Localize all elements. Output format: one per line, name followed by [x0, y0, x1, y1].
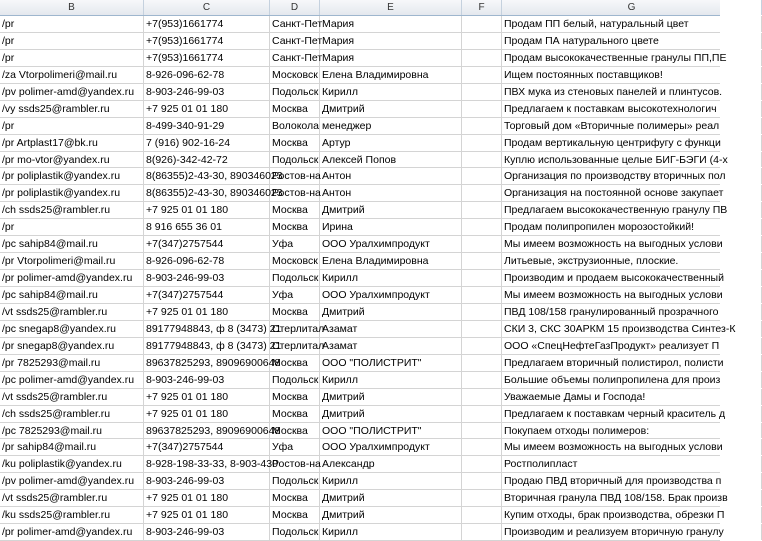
- cell-d[interactable]: Москва: [270, 101, 320, 117]
- cell-f[interactable]: [462, 389, 502, 405]
- cell-b[interactable]: /vt ssds25@rambler.ru: [0, 389, 144, 405]
- cell-f[interactable]: [462, 338, 502, 354]
- cell-f[interactable]: [462, 287, 502, 303]
- cell-b[interactable]: /pr Artplast17@bk.ru: [0, 135, 144, 151]
- cell-d[interactable]: Ростов-на: [272, 187, 321, 200]
- cell-e[interactable]: Кирилл: [320, 372, 462, 388]
- cell-g[interactable]: Продам ПП белый, натуральный цвет: [502, 16, 762, 32]
- cell-d[interactable]: Подольск: [272, 153, 319, 166]
- cell-b[interactable]: /pr: [0, 16, 144, 32]
- cell-f[interactable]: [462, 321, 502, 337]
- cell-b[interactable]: /pr polimer-amd@yandex.ru: [0, 524, 144, 540]
- cell-e[interactable]: Алексей Попов: [320, 152, 462, 168]
- cell-c[interactable]: +7 925 01 01 180: [144, 490, 270, 506]
- cell-b[interactable]: /vt ssds25@rambler.ru: [0, 304, 144, 320]
- cell-d[interactable]: Московск: [270, 253, 320, 269]
- cell-g[interactable]: Продаю ПВД вторичный для производства п: [502, 473, 762, 489]
- table-row: [0, 253, 720, 270]
- cell-e[interactable]: Артур: [320, 135, 462, 151]
- cell-e[interactable]: Александр: [320, 456, 462, 472]
- cell-c[interactable]: 8(86355)2-43-30, 890346023: [146, 187, 283, 200]
- cell-e[interactable]: Мария: [320, 50, 462, 66]
- cell-f[interactable]: [462, 202, 502, 218]
- cell-g[interactable]: ООО «СпецНефтеГазПродукт» реализует П: [502, 338, 762, 354]
- cell-e[interactable]: Антон: [320, 185, 462, 201]
- cell-b[interactable]: /pr snegap8@yandex.ru: [0, 338, 144, 354]
- cell-e[interactable]: Дмитрий: [320, 406, 462, 422]
- cell-d[interactable]: Москва: [270, 389, 320, 405]
- cell-d[interactable]: Волокола: [272, 119, 319, 132]
- cell-c[interactable]: 8-499-340-91-29: [144, 118, 270, 134]
- cell-g[interactable]: Купим отходы, брак производства, обрезки П: [502, 507, 762, 523]
- column-header-d[interactable]: D: [270, 0, 320, 15]
- cell-f[interactable]: [462, 253, 502, 269]
- cell-g[interactable]: Предлагаем высококачественную гранулу ПВ: [502, 202, 762, 218]
- cell-f[interactable]: [462, 406, 502, 422]
- cell-e[interactable]: Кирилл: [320, 84, 462, 100]
- cell-g[interactable]: Мы имеем возможность на выгодных услови: [502, 236, 762, 252]
- cell-f[interactable]: [462, 135, 502, 151]
- cell-d[interactable]: Москва: [270, 490, 320, 506]
- cell-g[interactable]: Ростполипласт: [502, 456, 762, 472]
- cell-g[interactable]: Организация по производству вторичных пол: [502, 168, 762, 184]
- cell-e[interactable]: Кирилл: [320, 524, 462, 540]
- table-row: [0, 507, 725, 524]
- cell-c[interactable]: 8-903-246-99-03: [144, 473, 270, 489]
- cell-e[interactable]: Дмитрий: [320, 101, 462, 117]
- table-row: [0, 67, 720, 84]
- cell-d[interactable]: Стерлитал: [272, 339, 325, 352]
- column-header-b[interactable]: B: [0, 0, 144, 15]
- cell-f[interactable]: [462, 118, 502, 134]
- table-row: [0, 84, 723, 101]
- cell-b[interactable]: /pc sahip84@mail.ru: [0, 236, 144, 252]
- cell-c[interactable]: 8-903-246-99-03: [144, 270, 270, 286]
- cell-d[interactable]: Санкт-Пет: [272, 51, 323, 64]
- cell-e[interactable]: Кирилл: [320, 270, 462, 286]
- cell-b[interactable]: /pv polimer-amd@yandex.ru: [0, 84, 144, 100]
- cell-g[interactable]: Литьевые, экструзионные, плоские.: [502, 253, 762, 269]
- table-row: [0, 185, 724, 202]
- cell-b[interactable]: /pc polimer-amd@yandex.ru: [0, 372, 144, 388]
- cell-e[interactable]: менеджер: [320, 118, 462, 134]
- cell-c[interactable]: +7 925 01 01 180: [144, 406, 270, 422]
- table-row: [0, 406, 726, 423]
- cell-g[interactable]: Вторичная гранула ПВД 108/158. Брак произв: [502, 490, 762, 506]
- cell-f[interactable]: [462, 168, 502, 184]
- cell-b[interactable]: /pr Vtorpolimeri@mail.ru: [0, 253, 144, 269]
- cell-d[interactable]: Московск: [270, 67, 320, 83]
- cell-f[interactable]: [462, 456, 502, 472]
- cell-f[interactable]: [462, 270, 502, 286]
- cell-g[interactable]: ПВХ мука из стеновых панелей и плинтусов.: [502, 84, 762, 100]
- table-row: [0, 355, 724, 372]
- cell-e[interactable]: ООО "ПОЛИСТРИТ": [320, 355, 462, 371]
- table-row: [0, 101, 720, 118]
- cell-d[interactable]: Ростов-на: [272, 458, 321, 471]
- cell-c[interactable]: 8-926-096-62-78: [144, 67, 270, 83]
- cell-g[interactable]: ПВД 108/158 гранулированный прозрачного: [502, 304, 762, 320]
- cell-b[interactable]: /pr: [0, 33, 144, 49]
- cell-g[interactable]: Продам вертикальную центрифугу с функци: [502, 135, 762, 151]
- cell-g[interactable]: Мы имеем возможность на выгодных услови: [502, 439, 762, 455]
- cell-b[interactable]: /pc sahip84@mail.ru: [0, 287, 144, 303]
- cell-g[interactable]: Предлагаем к поставкам высокотехнологич: [502, 101, 762, 117]
- table-row: [0, 202, 728, 219]
- cell-c[interactable]: 7 (916) 902-16-24: [144, 135, 270, 151]
- cell-d[interactable]: Подольск: [272, 526, 319, 539]
- table-row: [0, 16, 720, 33]
- cell-b[interactable]: /pc snegap8@yandex.ru: [0, 321, 144, 337]
- cell-c[interactable]: +7 925 01 01 180: [144, 389, 270, 405]
- cell-b[interactable]: /ch ssds25@rambler.ru: [0, 202, 144, 218]
- table-row: [0, 304, 720, 321]
- cell-c[interactable]: 8-928-198-33-33, 8-903-430: [146, 458, 278, 471]
- cell-b[interactable]: /vt ssds25@rambler.ru: [0, 490, 144, 506]
- table-row: [0, 152, 728, 169]
- cell-b[interactable]: /pr poliplastik@yandex.ru: [0, 185, 144, 201]
- cell-e[interactable]: Дмитрий: [320, 304, 462, 320]
- cell-b[interactable]: /ku ssds25@rambler.ru: [0, 507, 144, 523]
- cell-e[interactable]: Елена Владимировна: [320, 67, 462, 83]
- cell-e[interactable]: ООО "ПОЛИСТРИТ": [320, 423, 462, 439]
- cell-d[interactable]: Санкт-Пет: [272, 34, 323, 47]
- cell-c[interactable]: +7 925 01 01 180: [144, 304, 270, 320]
- table-row: [0, 219, 720, 236]
- cell-d[interactable]: Москва: [270, 202, 320, 218]
- cell-e[interactable]: Дмитрий: [320, 202, 462, 218]
- column-header-e[interactable]: E: [320, 0, 462, 15]
- cell-c[interactable]: +7(953)1661774: [144, 50, 270, 66]
- cell-f[interactable]: [462, 67, 502, 83]
- table-row: [0, 168, 726, 185]
- cell-e[interactable]: Кирилл: [320, 473, 462, 489]
- cell-e[interactable]: Мария: [320, 16, 462, 32]
- table-row: [0, 236, 723, 253]
- table-row: [0, 389, 720, 406]
- cell-b[interactable]: /pc 7825293@mail.ru: [0, 423, 144, 439]
- cell-c[interactable]: +7 925 01 01 180: [144, 507, 270, 523]
- cell-c[interactable]: +7 925 01 01 180: [144, 202, 270, 218]
- cell-e[interactable]: Дмитрий: [320, 389, 462, 405]
- cell-e[interactable]: Мария: [320, 33, 462, 49]
- cell-f[interactable]: [462, 50, 502, 66]
- cell-c[interactable]: 8-903-246-99-03: [144, 84, 270, 100]
- cell-g[interactable]: Ищем постоянных поставщиков!: [502, 67, 762, 83]
- cell-f[interactable]: [462, 236, 502, 252]
- table-row: [0, 372, 720, 389]
- cell-e[interactable]: Дмитрий: [320, 490, 462, 506]
- table-row: [0, 135, 720, 152]
- cell-g[interactable]: Продам полипропилен морозостойкий!: [502, 219, 762, 235]
- table-row: [0, 456, 720, 473]
- cell-d[interactable]: Подольск: [272, 373, 319, 386]
- cell-b[interactable]: /pr poliplastik@yandex.ru: [0, 168, 144, 184]
- cell-f[interactable]: [462, 16, 502, 32]
- cell-d[interactable]: Санкт-Пет: [272, 18, 323, 30]
- cell-e[interactable]: ООО Уралхимпродукт: [320, 236, 462, 252]
- cell-f[interactable]: [462, 372, 502, 388]
- table-row: [0, 473, 720, 490]
- cell-g[interactable]: Организация на постоянной основе закупает: [502, 185, 762, 201]
- cell-c[interactable]: 89637825293, 89096900648: [146, 356, 281, 369]
- cell-c[interactable]: 8-903-246-99-03: [144, 524, 270, 540]
- cell-f[interactable]: [462, 304, 502, 320]
- table-row: [0, 287, 723, 304]
- cell-g[interactable]: Продам высококачественные гранулы ПП,ПЕ: [502, 50, 762, 66]
- cell-d[interactable]: Москва: [270, 507, 320, 523]
- cell-g[interactable]: Производим и реализуем вторичную гранулу: [502, 524, 762, 540]
- cell-g[interactable]: Покупаем отходы полимеров:: [502, 423, 762, 439]
- cell-b[interactable]: /ch ssds25@rambler.ru: [0, 406, 144, 422]
- cell-c[interactable]: +7(953)1661774: [144, 33, 270, 49]
- cell-c[interactable]: +7 925 01 01 180: [144, 101, 270, 117]
- table-row: [0, 270, 724, 287]
- cell-d[interactable]: Москва: [270, 219, 320, 235]
- cell-g[interactable]: Большие объемы полипропилена для произ: [502, 372, 762, 388]
- cell-c[interactable]: +7(347)2757544: [144, 287, 270, 303]
- cell-c[interactable]: 8(86355)2-43-30, 890346023: [146, 170, 283, 183]
- cell-f[interactable]: [462, 524, 502, 540]
- cell-f[interactable]: [462, 152, 502, 168]
- cell-d[interactable]: Москва: [270, 135, 320, 151]
- cell-d[interactable]: Подольск: [272, 85, 319, 98]
- cell-b[interactable]: /pv polimer-amd@yandex.ru: [0, 473, 144, 489]
- cell-b[interactable]: /pr: [0, 118, 144, 134]
- table-row: [0, 33, 720, 50]
- cell-c[interactable]: +7(953)1661774: [144, 16, 270, 32]
- column-header-c[interactable]: C: [144, 0, 270, 15]
- cell-b[interactable]: /pr mo-vtor@yandex.ru: [0, 152, 144, 168]
- cell-c[interactable]: 8 916 655 36 01: [144, 219, 270, 235]
- table-row: [0, 118, 720, 135]
- cell-g[interactable]: Производим и продаем высококачественный: [502, 270, 762, 286]
- table-row: [0, 439, 723, 456]
- cell-d[interactable]: Стерлитал: [272, 322, 325, 335]
- cell-e[interactable]: Антон: [320, 168, 462, 184]
- cell-d[interactable]: Москва: [270, 423, 320, 439]
- cell-g[interactable]: Торговый дом «Вторичные полимеры» реал: [502, 118, 762, 134]
- cell-e[interactable]: ООО Уралхимпродукт: [320, 439, 462, 455]
- cell-g[interactable]: Куплю использованные целые БИГ-БЭГИ (4-х: [502, 152, 762, 168]
- column-header-f[interactable]: F: [462, 0, 502, 15]
- cell-g[interactable]: Продам ПА натурального цвете: [502, 33, 762, 49]
- table-row: [0, 490, 728, 507]
- cell-e[interactable]: Азамат: [320, 321, 462, 337]
- cell-g[interactable]: Уважаемые Дамы и Господа!: [502, 389, 762, 405]
- cell-c[interactable]: 89177948843, ф 8 (3473) 21: [146, 322, 282, 335]
- cell-d[interactable]: Уфа: [270, 287, 320, 303]
- cell-g[interactable]: СКИ 3, СКС 30АРКМ 15 производства Синтез-К: [502, 321, 762, 337]
- cell-b[interactable]: /pr polimer-amd@yandex.ru: [0, 270, 144, 286]
- cell-f[interactable]: [462, 490, 502, 506]
- cell-d[interactable]: Москва: [270, 355, 320, 371]
- cell-f[interactable]: [462, 423, 502, 439]
- cell-g[interactable]: Предлагаем вторичный полистирол, полисти: [502, 355, 762, 371]
- cell-f[interactable]: [462, 33, 502, 49]
- cell-f[interactable]: [462, 439, 502, 455]
- cell-b[interactable]: /pr: [0, 50, 144, 66]
- cell-f[interactable]: [462, 355, 502, 371]
- cell-f[interactable]: [462, 84, 502, 100]
- cell-d[interactable]: Уфа: [270, 439, 320, 455]
- cell-c[interactable]: 89637825293, 89096900648: [146, 424, 281, 437]
- cell-b[interactable]: /pr sahip84@mail.ru: [0, 439, 144, 455]
- table-row: [0, 321, 736, 338]
- table-row: [0, 338, 720, 355]
- cell-c[interactable]: +7(347)2757544: [144, 439, 270, 455]
- cell-c[interactable]: 8(926)-342-42-72: [144, 152, 270, 168]
- cell-d[interactable]: Подольск: [272, 475, 319, 488]
- cell-grid: [0, 16, 736, 541]
- cell-c[interactable]: 8-903-246-99-03: [144, 372, 270, 388]
- cell-d[interactable]: Ростов-на: [272, 170, 321, 183]
- cell-c[interactable]: 89177948843, ф 8 (3473) 21: [146, 339, 282, 352]
- cell-g[interactable]: Мы имеем возможность на выгодных услови: [502, 287, 762, 303]
- cell-b[interactable]: /ku poliplastik@yandex.ru: [0, 456, 144, 472]
- cell-d[interactable]: Подольск: [272, 272, 319, 285]
- cell-c[interactable]: +7(347)2757544: [144, 236, 270, 252]
- cell-d[interactable]: Москва: [270, 304, 320, 320]
- cell-e[interactable]: Елена Владимировна: [320, 253, 462, 269]
- cell-d[interactable]: Москва: [270, 406, 320, 422]
- cell-f[interactable]: [462, 473, 502, 489]
- cell-e[interactable]: ООО Уралхимпродукт: [320, 287, 462, 303]
- table-row: [0, 423, 720, 440]
- cell-e[interactable]: Ирина: [320, 219, 462, 235]
- cell-b[interactable]: /vy ssds25@rambler.ru: [0, 101, 144, 117]
- cell-f[interactable]: [462, 101, 502, 117]
- cell-b[interactable]: /pr: [0, 219, 144, 235]
- cell-f[interactable]: [462, 185, 502, 201]
- cell-b[interactable]: /za Vtorpolimeri@mail.ru: [0, 67, 144, 83]
- table-row: [0, 524, 724, 541]
- column-header-bar: [0, 0, 720, 16]
- table-row: [0, 50, 727, 67]
- cell-e[interactable]: Азамат: [320, 338, 462, 354]
- cell-d[interactable]: Уфа: [270, 236, 320, 252]
- cell-f[interactable]: [462, 219, 502, 235]
- cell-f[interactable]: [462, 507, 502, 523]
- cell-b[interactable]: /pr 7825293@mail.ru: [0, 355, 144, 371]
- column-header-g[interactable]: G: [502, 0, 762, 15]
- cell-c[interactable]: 8-926-096-62-78: [144, 253, 270, 269]
- cell-e[interactable]: Дмитрий: [320, 507, 462, 523]
- cell-g[interactable]: Предлагаем к поставкам черный краситель д: [502, 406, 762, 422]
